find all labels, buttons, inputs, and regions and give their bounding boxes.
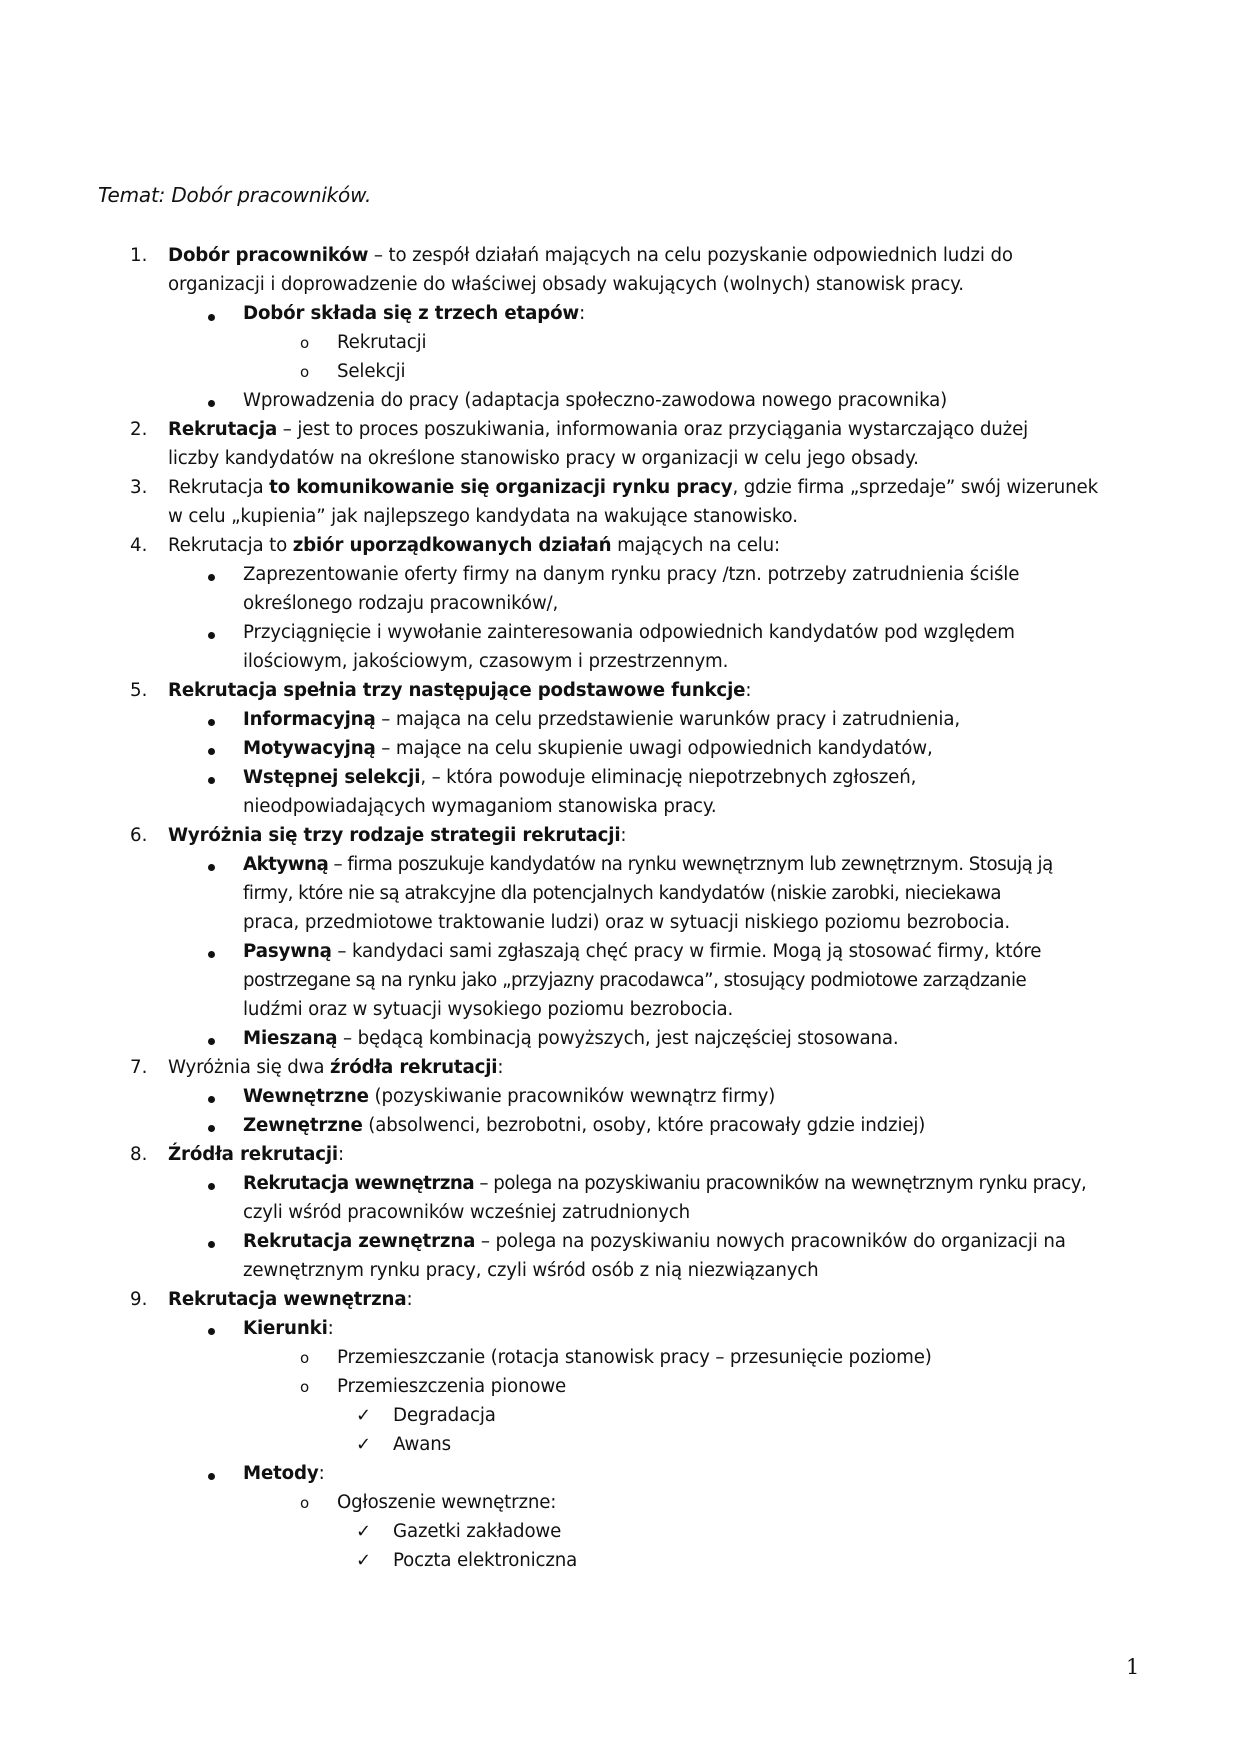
text: – jest to proces poszukiwania, informowania oraz przyciągania wystarczająco dużej [277,419,1029,440]
term: Źródła rekrutacji [168,1144,339,1165]
list-item [168,680,751,702]
text: – będącą kombinacją powyższych, jest najczęściej stosowana. [337,1028,899,1049]
bullet-item [243,1086,775,1108]
list-item [168,825,626,847]
term: Rekrutacja [168,419,278,440]
checkmark-icon: ✓ [356,1405,372,1426]
text: : [620,825,627,846]
circle-bullet-icon: o [300,363,310,381]
text: : [406,1289,413,1310]
text: – polega na pozyskiwaniu pracowników na wewnętrznym rynku pracy, [474,1173,1087,1194]
item-number: 9. [130,1289,148,1310]
text: Rekrutacja [168,477,270,498]
bullet-icon [208,1038,215,1045]
item-number: 1. [130,245,148,266]
text: : [318,1463,325,1484]
text: – to zespół działań mających na celu pozyskanie odpowiednich ludzi do [368,245,1013,266]
bullet-item [243,738,933,760]
list-item [168,1057,503,1079]
list-item [168,245,1013,267]
checkmark-icon: ✓ [356,1550,372,1571]
bullet-icon [208,748,215,755]
bullet-item [243,709,960,731]
text: , – która powoduje eliminację niepotrzebnych zgłoszeń, [420,767,917,788]
check-item: Awans [393,1434,451,1455]
circle-bullet-icon: o [300,1378,310,1396]
term: Wyróżnia się trzy rodzaje strategii rekrutacji [168,825,621,846]
text: : [497,1057,504,1078]
text: : [338,1144,344,1165]
bullet-item-continuation: ilościowym, jakościowym, czasowym i przestrzennym. [243,651,729,672]
check-item: Gazetki zakładowe [393,1521,562,1542]
list-item-continuation: w celu „kupienia” jak najlepszego kandydata na wakujące stanowisko. [168,506,798,527]
bullet-item-continuation: firmy, które nie są atrakcyjne dla potencjalnych kandydatów (niskie zarobki, nieciekawa [243,883,1002,904]
text: Rekrutacja to [168,535,293,556]
term: Rekrutacja zewnętrzna [243,1231,476,1252]
bullet-item [243,767,916,789]
item-number: 6. [130,825,148,846]
text: – mająca na celu przedstawienie warunków pracy i zatrudnienia, [375,709,960,730]
bullet-icon [208,864,215,871]
text: (pozyskiwanie pracowników wewnątrz firmy) [368,1086,776,1107]
list-item [168,419,1028,441]
bullet-item-continuation: praca, przedmiotowe traktowanie ludzi) oraz w sytuacji niskiego poziomu bezrobocia. [243,912,1010,933]
list-item-continuation: organizacji i doprowadzenie do właściwej obsady wakujących (wolnych) stanowisk pracy. [168,274,964,295]
bullet-icon [208,400,215,407]
bullet-icon [208,951,215,958]
bullet-item [243,1231,1066,1253]
term: Kierunki [243,1318,328,1339]
item-number: 7. [130,1057,148,1078]
bullet-item [243,854,1053,876]
text: – mające na celu skupienie uwagi odpowiednich kandydatów, [375,738,933,759]
bullet-icon [208,1328,215,1335]
item-number: 2. [130,419,148,440]
text: – polega na pozyskiwaniu nowych pracowników do organizacji na [475,1231,1066,1252]
page-title: Temat: Dobór pracowników. [98,183,372,207]
bullet-item [243,1318,334,1340]
term: Aktywną [243,854,329,875]
term: Pasywną [243,941,332,962]
text: : [745,680,752,701]
page-number: 1 [1126,1655,1140,1679]
bullet-icon [208,1096,215,1103]
check-item: Degradacja [393,1405,496,1426]
term: Rekrutacja wewnętrzna [243,1173,475,1194]
term: Dobór składa się z trzech etapów [243,303,580,324]
bullet-item-continuation: ludźmi oraz w sytuacji wysokiego poziomu bezrobocia. [243,999,734,1020]
text: , gdzie firma „sprzedaje” swój wizerunek [732,477,1098,498]
sub-item: Ogłoszenie wewnętrzne: [337,1492,557,1513]
text: : [579,303,586,324]
term: źródła rekrutacji [329,1057,498,1078]
check-item: Poczta elektroniczna [393,1550,578,1571]
list-item [168,1289,412,1311]
bullet-item-continuation: zewnętrznym rynku pracy, czyli wśród osób z nią niezwiązanych [243,1260,819,1281]
item-number: 4. [130,535,148,556]
item-number: 8. [130,1144,148,1165]
bullet-icon [208,1473,215,1480]
bullet-item [243,1463,325,1485]
text: – kandydaci sami zgłaszają chęć pracy w firmie. Mogą ją stosować firmy, które [331,941,1042,962]
bullet-item [243,1173,1086,1195]
item-number: 3. [130,477,148,498]
term: Wstępnej selekcji [243,767,421,788]
bullet-item [243,941,1041,963]
item-number: 5. [130,680,148,701]
list-item-continuation: liczby kandydatów na określone stanowisko pracy w organizacji w celu jego obsady. [168,448,919,469]
list-item [168,1144,344,1166]
bullet-item: Przyciągnięcie i wywołanie zainteresowania odpowiednich kandydatów pod względem [243,622,1015,643]
text: – firma poszukuje kandydatów na rynku wewnętrznym lub zewnętrznym. Stosują ją [328,854,1053,875]
text: Wyróżnia się dwa [168,1057,330,1078]
bullet-item: Wprowadzenia do pracy (adaptacja społeczno-zawodowa nowego pracownika) [243,390,948,411]
bullet-icon [208,314,215,321]
bullet-icon [208,574,215,581]
term: Rekrutacja wewnętrzna [168,1289,407,1310]
term: Rekrutacja spełnia trzy następujące podstawowe funkcje [168,680,746,701]
circle-bullet-icon: o [300,334,310,352]
bullet-icon [208,719,215,726]
term: to komunikowanie się organizacji rynku pracy [269,477,733,498]
term: Wewnętrzne [243,1086,369,1107]
bullet-icon [208,1183,215,1190]
bullet-icon [208,632,215,639]
circle-bullet-icon: o [300,1494,310,1512]
term: Informacyjną [243,709,376,730]
bullet-icon [208,1125,215,1132]
term: Dobór pracowników [168,245,369,266]
bullet-item-continuation: postrzegane są na rynku jako „przyjazny pracodawca”, stosujący podmiotowe zarządzanie [243,970,1027,991]
bullet-item [243,1028,899,1050]
sub-item: Przemieszczenia pionowe [337,1376,567,1397]
bullet-item-continuation: czyli wśród pracowników wcześniej zatrudnionych [243,1202,691,1223]
bullet-item [243,303,585,325]
term: Motywacyjną [243,738,376,759]
bullet-item-continuation: określonego rodzaju pracowników/, [243,593,559,614]
term: Metody [243,1463,319,1484]
list-item [168,535,780,557]
term: Zewnętrzne [243,1115,363,1136]
bullet-item [243,1115,925,1137]
checkmark-icon: ✓ [356,1521,372,1542]
text: : [327,1318,334,1339]
term: zbiór uporządkowanych działań [292,535,612,556]
checkmark-icon: ✓ [356,1434,372,1455]
sub-item: Rekrutacji [337,332,427,353]
circle-bullet-icon: o [300,1349,310,1367]
text: mających na celu: [611,535,781,556]
bullet-icon [208,1241,215,1248]
sub-item: Selekcji [337,361,406,382]
list-item [168,477,1098,499]
sub-item: Przemieszczanie (rotacja stanowisk pracy – przesunięcie poziome) [337,1347,932,1368]
text: (absolwenci, bezrobotni, osoby, które pracowały gdzie indziej) [362,1115,926,1136]
bullet-icon [208,777,215,784]
bullet-item: Zaprezentowanie oferty firmy na danym rynku pracy /tzn. potrzeby zatrudnienia ściśle [243,564,1020,585]
term: Mieszaną [243,1028,338,1049]
bullet-item-continuation: nieodpowiadających wymaganiom stanowiska pracy. [243,796,717,817]
